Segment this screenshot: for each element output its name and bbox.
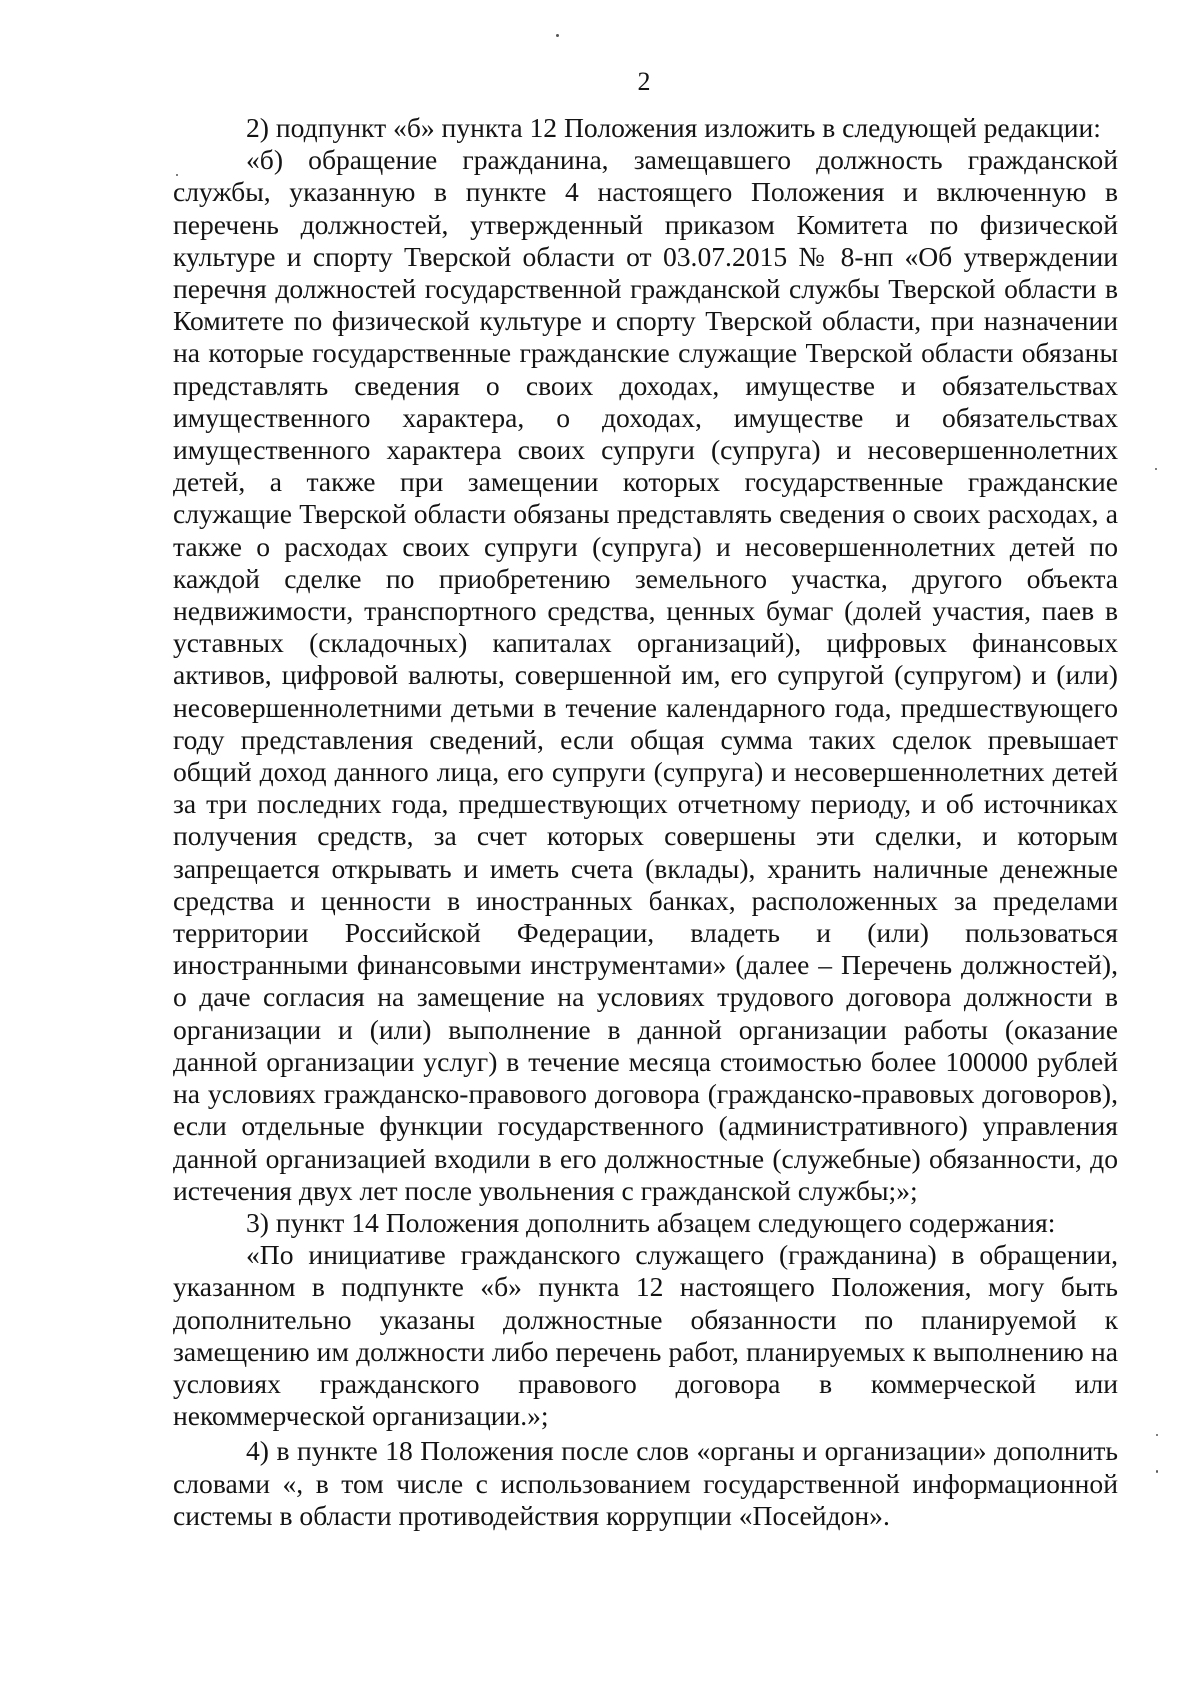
- paragraph-item-14-addition: «По инициативе гражданского служащего (гражданина) в обращении, указанном в подпункте «б» пункта 12 настоящего Положения, могу быть дополнительно указаны должностные обязанности по планируемой к замещению им должности либо перечень работ, планируемых к выполнению на условиях гражданского правового договора в коммерческой или некоммерческой организации.»;: [173, 1239, 1118, 1432]
- paragraph-item-3: 3) пункт 14 Положения дополнить абзацем следующего содержания:: [246, 1206, 1056, 1238]
- scan-speck: [1155, 468, 1157, 470]
- paragraph-item-2: 2) подпункт «б» пункта 12 Положения изложить в следующей редакции:: [246, 112, 1101, 143]
- document-body: [173, 112, 1118, 1532]
- paragraph-subitem-b-text: «б) обращение гражданина, замещавшего должность гражданской службы, указанную в пункте 4 настоящего Положения и включенную в перечень должностей, утвержденный приказом Комитета по физической культуре и спорту Тверской области от 03.07.2015 № 8-нп «Об утверждении перечня должностей государственной гражданской службы Тверской области в Комитете по физической культуре и спорту Тверской области, при назначении на которые государственные гражданские служащие Тверской области обязаны представлять сведения о своих доходах, имуществе и обязательствах имущественного характера, о доходах, имуществе и обязательствах имущественного характера своих супруги (супруга) и несовершеннолетних детей, а также при замещении которых государственные гражданские служащие Тверской области обязаны представлять сведения о своих расходах, а также о расходах своих супруги (супруга) и несовершеннолетних детей по каждой сделке по приобретению земельного участка, другого объекта недвижимости, транспортного средства, ценных бумаг (долей участия, паев в уставных (складочных) капиталах организаций), цифровых финансовых активов, цифровой валюты, совершенной им, его супругой (супругом) и (или) несовершеннолетними детьми в течение календарного года, предшествующего году представления сведений, если общая сумма таких сделок превышает общий доход данного лица, его супруги (супруга) и несовершеннолетних детей за три последних года, предшествующих отчетному периоду, и об источниках получения средств, за счет которых совершены эти сделки, и которым запрещается открывать и иметь счета (вклады), хранить наличные денежные средства и ценности в иностранных банках, расположенных за пределами территории Российской Федерации, владеть и (или) пользоваться иностранными финансовыми инструментами» (далее – Перечень должностей), о даче согласия на замещение на условиях трудового договора должности в организации и (или) выполнение в данной организации работы (оказание данной организации услуг) в течение месяца стоимостью более 100000 рублей на условиях гражданско-правового договора (гражданско-правовых договоров), если отдельные функции государственного (административного) управления данной организацией входили в его должностные (служебные) обязанности, до истечения двух лет после увольнения с гражданской службы;»;: [173, 144, 1118, 1206]
- paragraph-item-4: 4) в пункте 18 Положения после слов «органы и организации» дополнить словами «, в том числе с использованием государственной информационной системы в области противодействия коррупции «Посейдон».: [173, 1435, 1118, 1531]
- page-number: 2: [637, 67, 651, 96]
- scan-speck: [1156, 1434, 1158, 1436]
- scan-speck: [1156, 1470, 1158, 1473]
- scan-speck: [176, 174, 178, 176]
- scan-speck: [556, 34, 559, 37]
